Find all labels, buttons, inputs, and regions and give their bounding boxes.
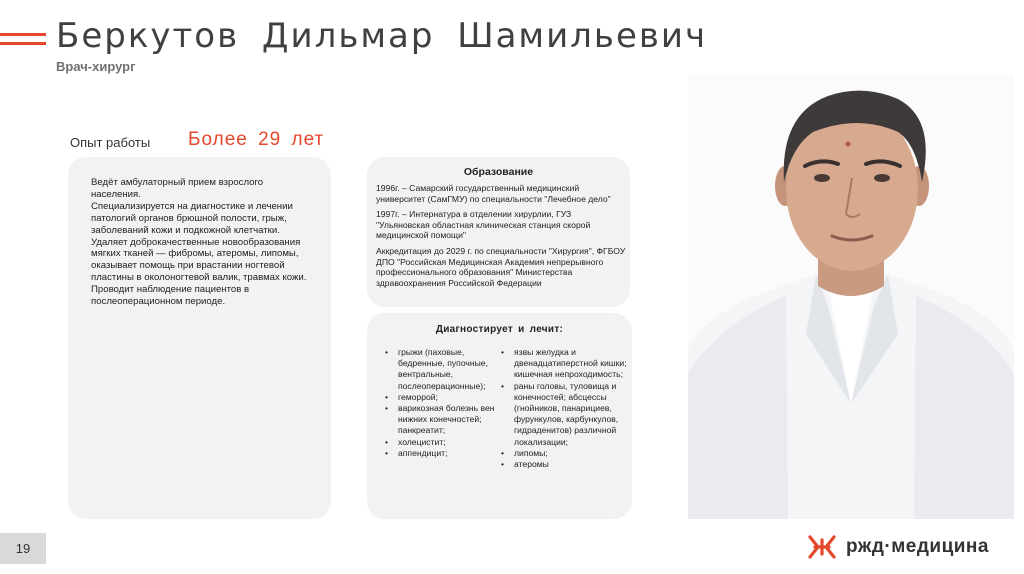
experience-value: Более 29 лет (188, 129, 325, 150)
doctor-portrait-icon (688, 74, 1014, 519)
education-list (376, 183, 626, 293)
doctor-position: Врач-хирург (56, 59, 136, 74)
diagnosis-item: • аппендицит; (385, 448, 505, 459)
about-paragraph: Удаляет доброкачественные новообразования мягких тканей — фибромы, атеромы, липомы, оказывает помощь при врастании ногтевой пластины в околоногтевой валик, травмах кожи. (91, 236, 307, 284)
education-item: 1997г. – Интернатура в отделении хирурлии, ГУЗ "Ульяновская областная клиническая станция скорой медицинской помощи" (376, 209, 591, 241)
diagnosis-item: • раны головы, туловища и конечностей; абсцессы (гнойников, панарициев, фурункулов, карбункулов, гидраденитов) различной локализации; (501, 381, 627, 448)
diagnoses-list-right (501, 347, 627, 470)
diagnosis-item: • геморрой; (385, 392, 505, 403)
diagnoses-list-left (385, 347, 505, 459)
title-accent-lines (0, 33, 46, 51)
about-text (91, 177, 311, 308)
about-paragraph: Ведёт амбулаторный прием взрослого населения. (91, 177, 264, 200)
about-paragraph: Проводит наблюдение пациентов в послеоперационном периоде. (91, 284, 250, 308)
diagnosis-item: • атеромы (501, 459, 627, 470)
doctor-photo (688, 74, 1014, 519)
about-paragraph: Специализируется на диагностике и лечении патологий органов брюшной полости, грыж, заболеваний кожи и подкожной клетчатки. (91, 200, 293, 236)
diagnosis-item: • варикозная болезнь вен нижних конечностей; панкреатит; (385, 403, 505, 437)
diagnosis-item: • язвы желудка и двенадцатиперстной кишки; кишечная непроходимость; (501, 347, 627, 381)
experience-label: Опыт работы (70, 135, 151, 150)
education-item: 1996г. – Самарский государственный медицинский университет (СамГМУ) по специальности "Лечебное дело" (376, 183, 611, 204)
doctor-name: Беркутов Дильмар Шамильевич (56, 16, 708, 56)
diagnoses-title: Диагностирует и лечит: (435, 324, 564, 335)
page-number: 19 (0, 533, 46, 564)
rzd-medicina-logo (807, 533, 1007, 561)
education-item: Аккредитация до 2029 г. по специальности "Хирургия", ФГБОУ ДПО "Российская Медицинская Академия непрерывного профессионального образования" Министерства здравоохранения Российской Федерации (376, 245, 626, 288)
diagnosis-item: • холецистит; (385, 437, 505, 448)
diagnosis-item: • липомы; (501, 448, 627, 459)
diagnosis-item: • грыжи (паховые, бедренные, пупочные, вентральные, послеоперационные); (385, 347, 505, 392)
logo-text: ржд·медицина (846, 536, 989, 557)
education-title: Образование (463, 166, 534, 178)
rzd-logo-icon (807, 534, 837, 560)
